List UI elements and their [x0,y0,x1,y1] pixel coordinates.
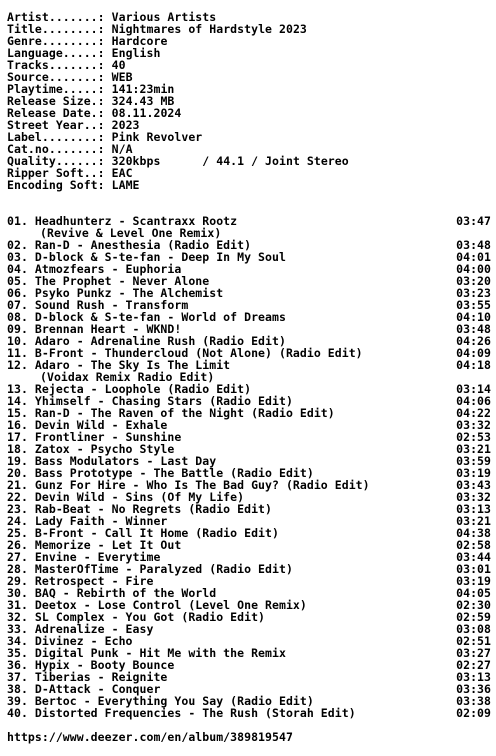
track-duration: 04:01 [456,250,491,264]
track-title: 33. Adrenalize - Easy [7,622,154,636]
info-value: Various Artists [111,10,217,24]
track-duration: 03:32 [456,418,491,432]
info-key: Label........: [7,130,105,144]
track-title: 22. Devin Wild - Sins (Of My Life) [7,490,245,504]
track-title: 02. Ran-D - Anesthesia (Radio Edit) [7,238,252,252]
track-duration: 03:21 [456,514,491,528]
track-title: 29. Retrospect - Fire [7,574,154,588]
info-key: Language.....: [7,46,105,60]
track-duration: 03:47 [456,214,491,228]
info-value: 2023 [111,118,140,132]
track-title: 07. Sound Rush - Transform [7,298,189,312]
track-duration: 03:55 [456,298,491,312]
info-key: Genre........: [7,34,105,48]
info-key: Ripper Soft..: [7,166,105,180]
track-title: 01. Headhunterz - Scantraxx Rootz [7,214,238,228]
track-duration: 04:22 [456,406,491,420]
track-title: 06. Psyko Punkz - The Alchemist [7,286,224,300]
track-title: 39. Bertoc - Everything You Say (Radio Edit) [7,694,314,708]
track-title: 09. Brennan Heart - WKND! [7,322,182,336]
track-duration: 02:27 [456,658,491,672]
info-key: Street Year..: [7,118,105,132]
info-key: Source.......: [7,70,105,84]
track-title: 27. Envine - Everytime [7,550,161,564]
track-duration: 04:09 [456,346,491,360]
info-key: Cat.no.......: [7,142,105,156]
info-value: N/A [111,142,133,156]
track-duration: 03:43 [456,478,491,492]
info-value: Hardcore [111,34,168,48]
track-duration: 04:00 [456,262,491,276]
track-title: 16. Devin Wild - Exhale [7,418,168,432]
info-key: Quality......: [7,154,105,168]
track-title: 35. Digital Punk - Hit Me with the Remix [7,646,286,660]
info-key: Playtime.....: [7,82,105,96]
track-duration: 02:30 [456,598,491,612]
spacer [7,191,491,215]
track-title: 20. Bass Prototype - The Battle (Radio Edit) [7,466,314,480]
track-title: 40. Distorted Frequencies - The Rush (Storah Edit) [7,706,356,720]
info-value: 40 [111,58,126,72]
track-duration: 03:48 [456,322,491,336]
track-duration: 03:01 [456,562,491,576]
track-title: 26. Memorize - Let It Out [7,538,182,552]
track-duration: 04:05 [456,586,491,600]
track-duration: 04:38 [456,526,491,540]
info-value: 324.43 MB [111,94,175,108]
tracklist [7,215,491,719]
info-value: 08.11.2024 [111,106,182,120]
track-duration: 03:20 [456,274,491,288]
track-title: 12. Adaro - The Sky Is The Limit [7,358,231,372]
album-url[interactable]: https://www.deezer.com/en/album/389819547 [7,730,293,744]
info-key: Tracks.......: [7,58,105,72]
track-duration: 03:14 [456,382,491,396]
track-title: 17. Frontliner - Sunshine [7,430,182,444]
track-title: 03. D-block & S-te-fan - Deep In My Soul [7,250,286,264]
track-title: 36. Hypix - Booty Bounce [7,658,175,672]
track-duration: 03:13 [456,670,491,684]
track-title: 14. Yhimself - Chasing Stars (Radio Edit) [7,394,293,408]
track-title: 15. Ran-D - The Raven of the Night (Radio Edit) [7,406,335,420]
track-title: 08. D-block & S-te-fan - World of Dreams [7,310,286,324]
info-value: Nightmares of Hardstyle 2023 [111,22,307,36]
track-title: 18. Zatox - Psycho Style [7,442,175,456]
track-duration: 02:53 [456,430,491,444]
track-duration: 03:59 [456,454,491,468]
track-title: 28. MasterOfTime - Paralyzed (Radio Edit) [7,562,293,576]
info-key: Encoding Soft: [7,178,105,192]
track-title: 19. Bass Modulators - Last Day [7,454,217,468]
track-duration: 02:58 [456,538,491,552]
track-duration: 02:51 [456,634,491,648]
track-duration: 04:26 [456,334,491,348]
info-row [7,179,491,191]
track-title: 31. Deetox - Lose Control (Level One Remix) [7,598,307,612]
track-title: 23. Rab-Beat - No Regrets (Radio Edit) [7,502,272,516]
track-duration: 04:06 [456,394,491,408]
track-duration: 03:23 [456,286,491,300]
track-title: 10. Adaro - Adrenaline Rush (Radio Edit) [7,334,286,348]
info-key: Release Date.: [7,106,105,120]
info-value: EAC [111,166,133,180]
track-title: 34. Divinez - Echo [7,634,133,648]
track-title: 21. Gunz For Hire - Who Is The Bad Guy? (Radio Edit) [7,478,370,492]
info-key: Release Size.: [7,94,105,108]
track-duration: 03:38 [456,694,491,708]
track-title: 37. Tiberias - Reignite [7,670,168,684]
info-value: Pink Revolver [111,130,203,144]
track-subtitle: (Voidax Remix Radio Edit) [40,370,215,384]
track-duration: 03:21 [456,442,491,456]
track-duration: 04:18 [456,358,491,372]
info-value: English [111,46,161,60]
track-subtitle: (Revive & Level One Remix) [40,226,222,240]
track-duration: 03:08 [456,622,491,636]
track-duration: 02:59 [456,610,491,624]
track-duration: 03:36 [456,682,491,696]
track-duration: 02:09 [456,706,491,720]
info-key: Artist.......: [7,10,105,24]
release-info [7,11,491,191]
track-title: 38. D-Attack - Conquer [7,682,161,696]
track-duration: 03:32 [456,490,491,504]
track-duration: 04:10 [456,310,491,324]
track-title: 13. Rejecta - Loophole (Radio Edit) [7,382,252,396]
info-value: 141:23min [111,82,175,96]
track-title: 04. Atmozfears - Euphoria [7,262,182,276]
info-key: Title........: [7,22,105,36]
track-duration: 03:19 [456,574,491,588]
info-value: LAME [111,178,140,192]
nfo-document [7,11,491,743]
track-title: 05. The Prophet - Never Alone [7,274,210,288]
track-row [7,707,491,719]
track-duration: 03:27 [456,646,491,660]
info-value: 320kbps / 44.1 / Joint Stereo [111,154,349,168]
track-title: 30. BAQ - Rebirth of the World [7,586,217,600]
track-title: 11. B-Front - Thundercloud (Not Alone) (Radio Edit) [7,346,363,360]
track-title: 24. Lady Faith - Winner [7,514,168,528]
track-duration: 03:48 [456,238,491,252]
track-duration: 03:19 [456,466,491,480]
info-value: WEB [111,70,133,84]
track-title: 32. SL Complex - You Got (Radio Edit) [7,610,266,624]
track-title: 25. B-Front - Call It Home (Radio Edit) [7,526,279,540]
track-duration: 03:13 [456,502,491,516]
track-duration: 03:44 [456,550,491,564]
